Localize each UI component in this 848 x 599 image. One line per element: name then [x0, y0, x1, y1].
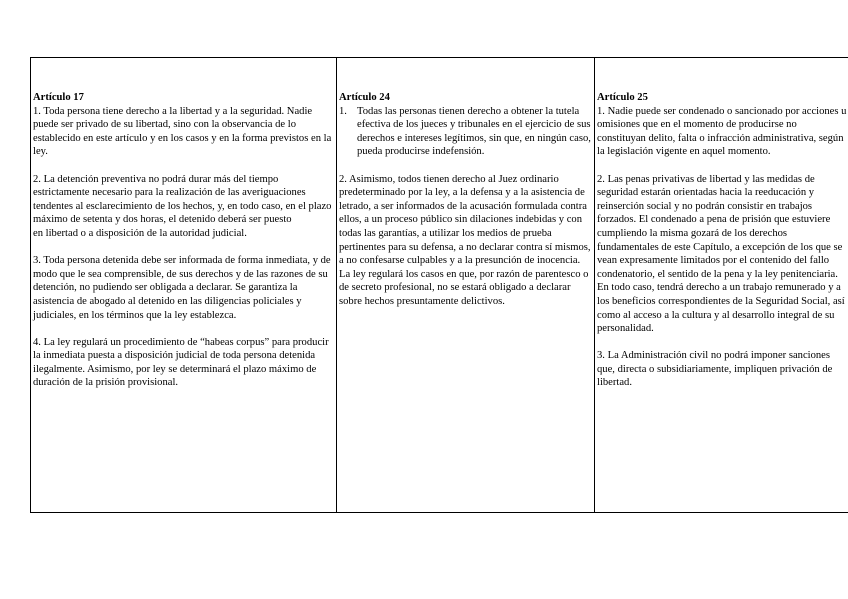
table-row [31, 58, 848, 513]
article-17-paragraph-2-end: en libertad o a disposición de la autoridad judicial. [33, 227, 247, 239]
article-24-item-1-text: Todas las personas tienen derecho a obtener la tutela efectiva de los jueces y tribunales en el ejercicio de sus derechos e intereses legítimos, sin que, en ningún caso, pueda producirse indefensión. [357, 105, 591, 158]
article-17-paragraph-1: 1. Toda persona tiene derecho a la libertad y a la seguridad. Nadie puede ser privado de su libertad, sino con la observancia de lo establecido en este artículo y en los casos y en la forma previstos en la ley. [33, 105, 332, 158]
article-25-title: Artículo 25 [597, 92, 648, 103]
article-24-cell [337, 58, 595, 513]
article-24-item-1-number: 1. [339, 105, 347, 117]
article-25-paragraph-3: 3. La Administración civil no podrá imponer sanciones que, directa o subsidiariamente, impliquen privación de libertad. [597, 350, 833, 389]
article-17-title: Artículo 17 [33, 92, 84, 103]
article-25-cell [595, 58, 848, 513]
article-24-paragraph-2: 2. Asimismo, todos tienen derecho al Juez ordinario predeterminado por la ley, a la defensa y a la asistencia de letrado, a ser informados de la acusación formulada contra ellos, a un proceso público sin dilaciones indebidas y con todas las garantías, a utilizar los medios de prueba pertinentes para su defensa, a no declarar contra sí mismos, a no confesarse culpables y a la presunción de inocencia. La ley regulará los casos en que, por razón de parentesco o de secreto profesional, no se estará obligado a declarar sobre hechos presuntamente delictivos. [339, 173, 591, 307]
article-17-paragraph-3: 3. Toda persona detenida debe ser informada de forma inmediata, y de modo que le sea comprensible, de sus derechos y de las razones de su detención, no pudiendo ser obligada a declarar. Se garantiza la asistencia de abogado al detenido en las diligencias policiales y judiciales, en los términos que la ley establezca. [33, 255, 331, 321]
article-17-paragraph-4: 4. La ley regulará un procedimiento de “habeas corpus” para producir la inmediata puesta a disposición judicial de toda persona detenida ilegalmente. Asimismo, por ley se determinará el plazo máximo de duración de la prisión provisional. [33, 336, 329, 389]
articles-table [30, 57, 848, 513]
article-25-paragraph-1: 1. Nadie puede ser condenado o sancionado por acciones u omisiones que en el momento de producirse no constituyan delito, falta o infracción administrativa, según la legislación vigente en aquel momento. [597, 105, 847, 158]
article-25-paragraph-2: 2. Las penas privativas de libertad y las medidas de seguridad estarán orientadas hacia la reeducación y reinserción social y no podrán consistir en trabajos forzados. El condenado a pena de prisión que estuviere cumpliendo la misma gozará de los derechos fundamentales de este Capítulo, a excepción de los que se vean expresamente limitados por el contenido del fallo condenatorio, el sentido de la pena y la ley penitenciaria. En todo caso, tendrá derecho a un trabajo remunerado y a los beneficios correspondientes de la Seguridad Social, así como al acceso a la cultura y al desarrollo integral de su personalidad. [597, 173, 845, 335]
article-24-title: Artículo 24 [339, 92, 390, 103]
article-24-item-1 [339, 105, 592, 159]
article-17-cell [31, 58, 337, 513]
article-17-paragraph-2: 2. La detención preventiva no podrá durar más del tiempo estrictamente necesario para la realización de las averiguaciones tendentes al esclarecimiento de los hechos, y, en todo caso, en el plazo máximo de setenta y dos horas, el detenido deberá ser puesto [33, 173, 332, 226]
